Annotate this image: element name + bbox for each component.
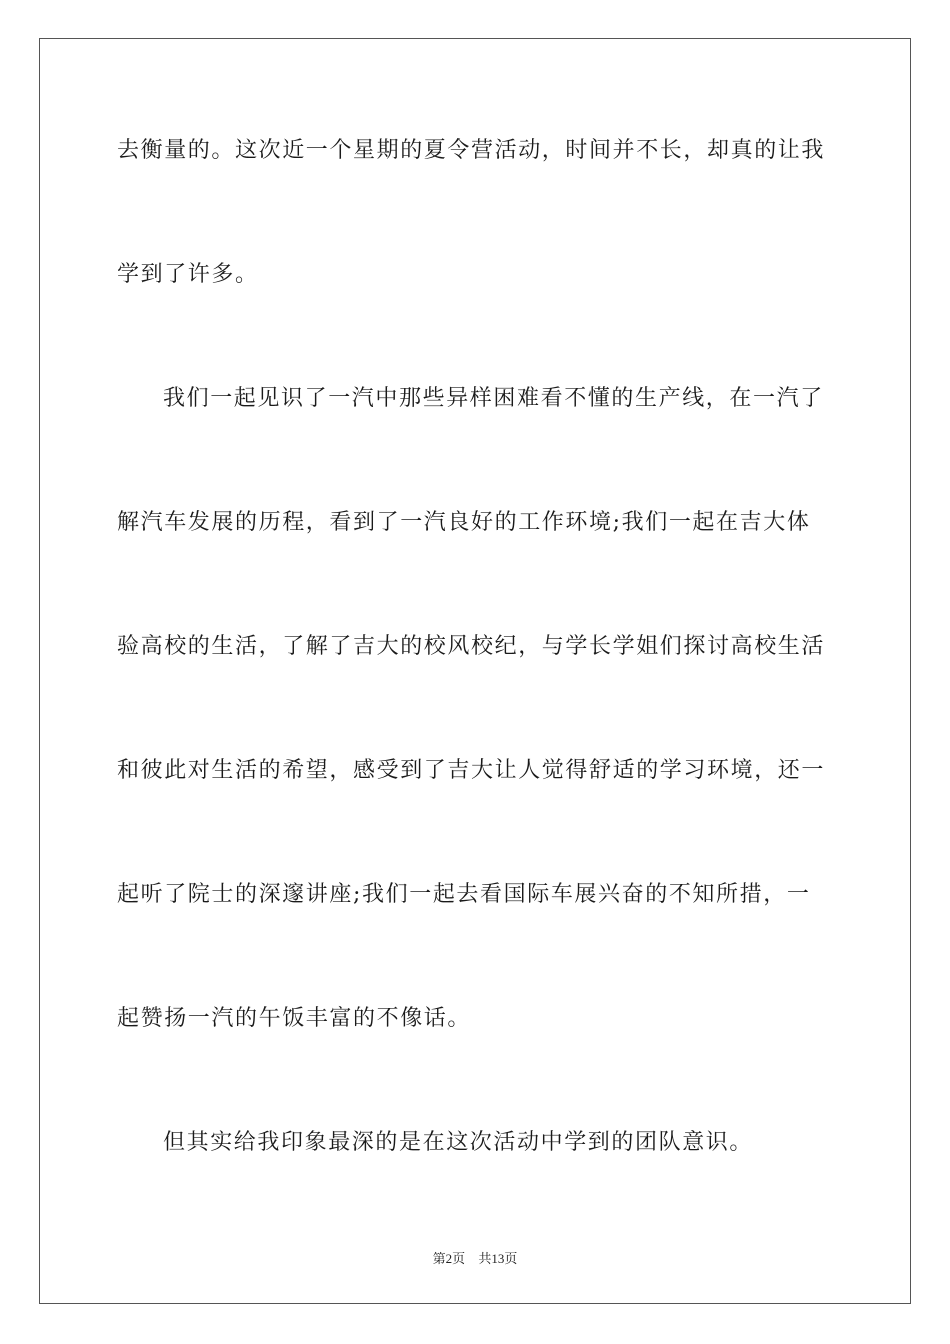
text-line: 去衡量的。这次近一个星期的夏令营活动，时间并不长，却真的让我 [117, 138, 826, 163]
text-line: 起听了院士的深邃讲座;我们一起去看国际车展兴奋的不知所措，一 [117, 882, 811, 907]
page-footer [0, 1248, 950, 1267]
paragraph-first-line: 但其实给我印象最深的是在这次活动中学到的团队意识。 [163, 1130, 754, 1155]
text-line: 解汽车发展的历程，看到了一汽良好的工作环境;我们一起在吉大体 [117, 510, 811, 535]
text-line: 验高校的生活，了解了吉大的校风校纪，与学长学姐们探讨高校生活 [117, 634, 826, 659]
page-number: 第2页 [432, 1251, 466, 1266]
paragraph-first-line: 我们一起见识了一汽中那些异样困难看不懂的生产线，在一汽了 [163, 386, 824, 411]
text-line: 起赞扬一汽的午饭丰富的不像话。 [117, 1006, 472, 1031]
text-line: 和彼此对生活的希望，感受到了吉大让人觉得舒适的学习环境，还一 [117, 758, 826, 783]
page-total: 共13页 [478, 1251, 518, 1266]
page-border [39, 38, 911, 1304]
text-line: 学到了许多。 [117, 262, 259, 287]
